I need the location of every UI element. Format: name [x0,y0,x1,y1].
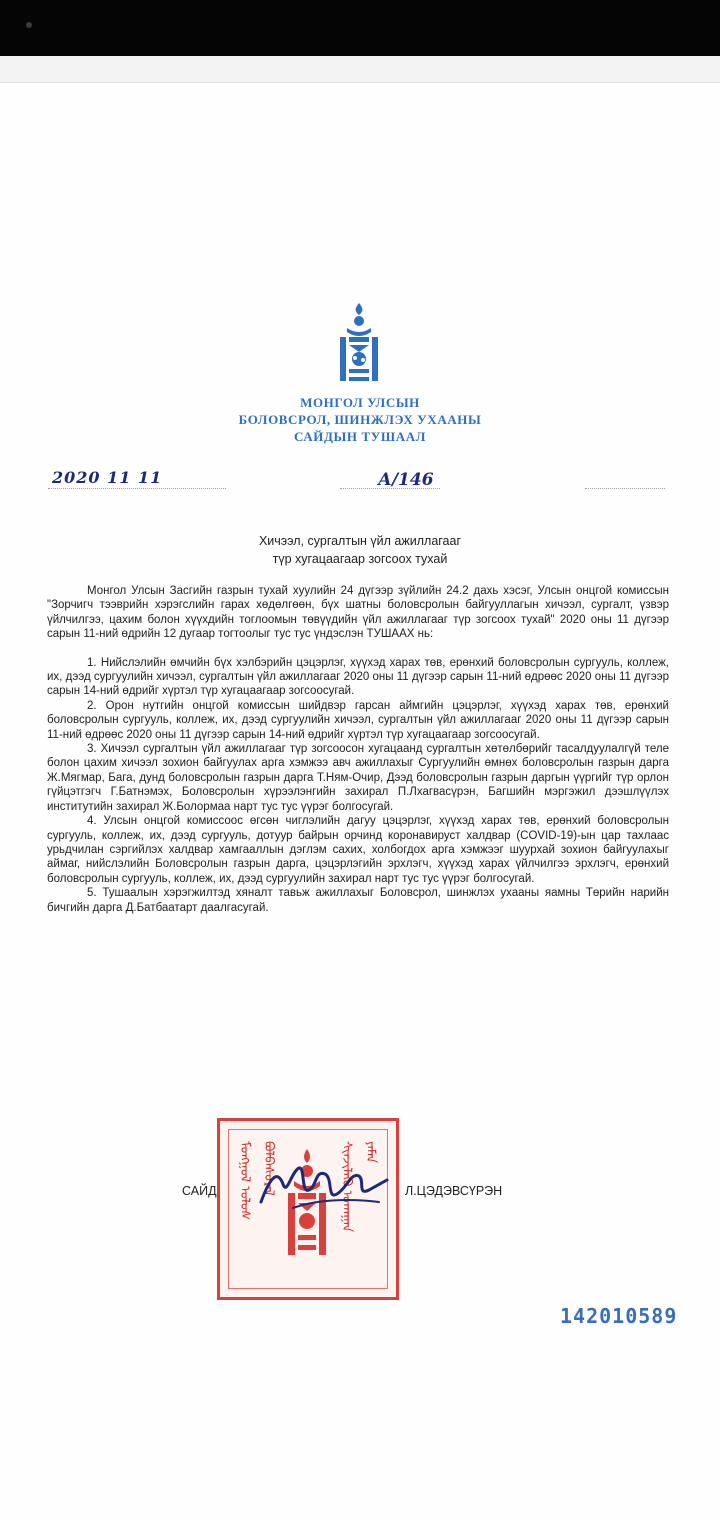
notification-dot-icon [26,22,32,28]
ministry-line-3: САЙДЫН ТУШААЛ [293,429,427,444]
preamble-paragraph: Монгол Улсын Засгийн газрын тухай хуулийн 24 дүгээр зүйлийн 24.2 дахь хэсэг, Улсын онцгой комиссын "Зорчигч тээврийн хэрэгслийн гарах хөдөлгөөн, бүх шатны боловсролын байгууллагын хичээл, сургалт, үзвэр үйлчилгээ, цахим болон хүүхдийн тоглоомын төвүүдийн үйл ажиллагааг түр зогсоох тухай" 2020 оны 11 дүгээр сарын 11-ний өдрийн 12 дугаар тогтоолыг тус тус үндэслэн ТУШААХ нь: [47,585,669,641]
signatory-name: Л.ЦЭДЭВСҮРЭН [405,1184,503,1198]
seal-script-left: ᠮᠣᠩᠭᠣᠯ ᠤᠯᠤᠰ [237,1141,252,1221]
ministry-header [200,394,520,445]
order-item-3: 3. Хичээл сургалтын үйл ажиллагааг түр зогсоосон хугацаанд сургалтын хөтөлбөрийг тасалдуулалгүй теле болон цахим хичээл зохион байгуулах арга хэмжээ авч ажиллахыг Сургуулийн өмнөх боловсролын газрын дарга Ж.Мягмар, Бага, дунд боловсролын газрын дарга Т.Ням-Очир, Дээд боловсролын газрын даргын үүргийг түр орлон гүйцэтгэгч Г.Батнэмэх, Боловсролын хүрээлэнгийн захирал П.Лхагвасүрэн, Багшийн мэргэжил дээшлүүлэх институтийн захирал Ж.Болормаа нарт тус тус үүрэг болгосугай. [47,743,669,813]
subject-line-2: түр хугацаагаар зогсоох тухай [272,552,448,566]
serial-number: 142010589 [560,1304,678,1328]
seal-script-left-2: ᠪᠣᠯᠪᠠᠰᠤᠷᠠᠯ [261,1141,276,1196]
ministry-line-1: МОНГОЛ УЛСЫН [300,395,420,410]
handwritten-order-number: А/146 [378,470,434,490]
soyombo-emblem-icon [334,303,384,387]
order-item-1: 1. Нийслэлийн өмчийн бүх хэлбэрийн цэцэрлэг, хүүхэд харах төв, ерөнхий боловсролын сургууль, коллеж, их, дээд сургуулийн хичээл, сургалтын үйл ажиллагааг 2020 оны 11 дүгээр сарын 11-ний өдрөөс 2020 оны 11 дүгээр сарын 14-ний өдрийг хүртэл түр хугацаагаар зогсоосугай. [47,656,669,698]
order-item-2: 2. Орон нутгийн онцгой комиссын шийдвэр гарсан аймгийн цэцэрлэг, хүүхэд харах төв, ерөнхий боловсролын сургууль, коллеж, их, дээд сургуулийн хичээл, сургалтын үйл ажиллагааг 2020 оны 11 дүгээр сарын 11-ний өдрөөс 2020 оны 11 дүгээр сарын 14-ний өдрийг хүртэл түр хугацаагаар зогсоосугай. [47,699,669,741]
handwritten-signature [255,1150,395,1220]
seal-script-right: ᠰᠢᠨᠵᠢᠯᠡᠬᠦ ᠤᠬᠠᠭᠠᠨ [339,1141,354,1233]
status-bar [0,0,720,56]
place-dotted-line [585,488,665,489]
signatory-title: САЙД [182,1184,217,1198]
subject-line-1: Хичээл, сургалтын үйл ажиллагааг [258,534,462,548]
order-body [47,584,669,915]
order-item-4: 4. Улсын онцгой комиссоос өгсөн чиглэлийн дагуу цэцэрлэг, хүүхэд харах төв, ерөнхий боловсролын сургууль, коллеж, их, дээд сургууль, дотуур байрын орчинд коронавируст халдвар (COVID-19)-ын цар тахлаас урьдчилан сэргийлэх халдвар хамгааллын дэглэм сахих, холбогдох арга хэмжээг шуурхай зохион байгуулахыг аймаг, нийслэлийн Боловсролын газрын дарга, цэцэрлэгийн эрхлэгч, хүүхэд харах үйлчилгээ эрхлэгч, ерөнхий боловсролын сургууль, коллеж, их, дээд сургуулийн захирал нарт тус тус үүрэг болгосугай. [47,815,669,885]
ministry-line-2: БОЛОВСРОЛ, ШИНЖЛЭХ УХААНЫ [238,412,482,427]
seal-script-right-2: ᠶᠠᠮᠠᠨ [363,1141,378,1164]
date-dotted-line [48,488,226,489]
handwritten-date: 2020 11 11 [52,468,163,487]
viewer-toolbar [0,56,720,83]
order-subject [200,532,520,568]
order-item-5: 5. Тушаалын хэрэгжилтэд хяналт тавьж ажиллахыг Боловсрол, шинжлэх ухааны яамны Төрийн нарийн бичгийн дарга Д.Батбаатарт даалгасугай. [47,887,669,914]
